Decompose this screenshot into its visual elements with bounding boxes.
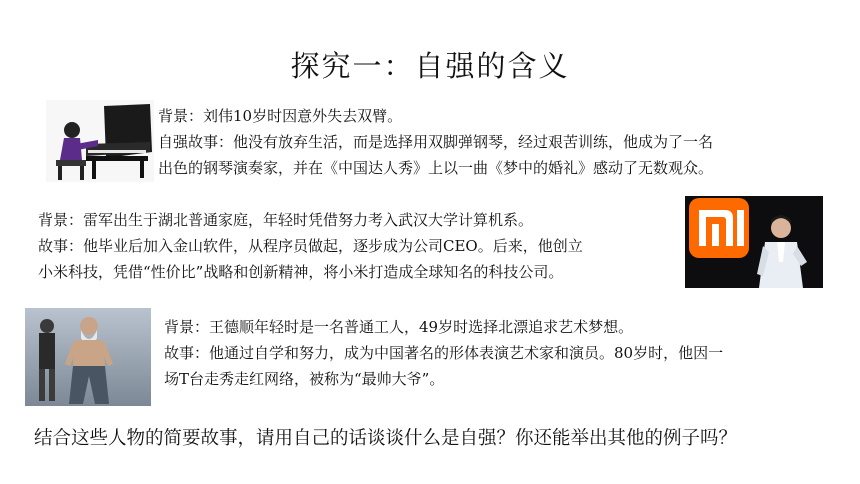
story1-line: 背景：刘伟10岁时因意外失去双臂。 bbox=[158, 107, 403, 125]
story3-line: 场T台走秀走红网络，被称为“最帅大爷”。 bbox=[164, 370, 445, 388]
runway-model-photo bbox=[25, 308, 151, 406]
story1-text bbox=[158, 103, 713, 181]
story3-line: 故事：他通过自学和努力，成为中国著名的形体表演艺术家和演员。80岁时，他因一 bbox=[164, 344, 724, 362]
page-title: 探究一：自强的含义 bbox=[290, 49, 570, 83]
story2-text bbox=[38, 207, 583, 285]
story3-line: 背景：王德顺年轻时是一名普通工人，49岁时选择北漂追求艺术梦想。 bbox=[164, 318, 634, 336]
xiaomi-speaker-photo bbox=[685, 196, 823, 288]
story2-line: 故事：他毕业后加入金山软件，从程序员做起，逐步成为公司CEO。后来，他创立 bbox=[38, 237, 583, 255]
story2-line: 小米科技，凭借“性价比”战略和创新精神，将小米打造成全球知名的科技公司。 bbox=[38, 263, 564, 281]
discussion-question: 结合这些人物的简要故事，请用自己的话谈谈什么是自强？你还能举出其他的例子吗？ bbox=[34, 428, 738, 449]
pianist-photo bbox=[46, 100, 154, 182]
story1-line: 出色的钢琴演奏家，并在《中国达人秀》上以一曲《梦中的婚礼》感动了无数观众。 bbox=[158, 159, 714, 177]
story1-line: 自强故事：他没有放弃生活，而是选择用双脚弹钢琴，经过艰苦训练，他成为了一名 bbox=[158, 133, 714, 151]
story3-text bbox=[164, 314, 723, 392]
story2-line: 背景：雷军出生于湖北普通家庭，年轻时凭借努力考入武汉大学计算机系。 bbox=[38, 211, 534, 229]
